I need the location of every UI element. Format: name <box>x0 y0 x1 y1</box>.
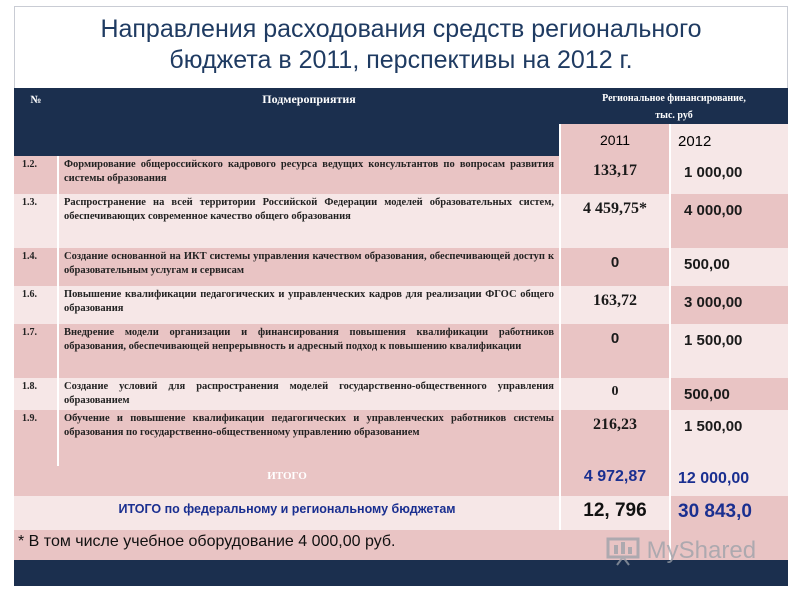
total-label <box>14 466 560 496</box>
row-1-7-2012: 1 500,00 <box>670 324 788 378</box>
footnote <box>14 530 560 560</box>
row-1-8-2011: 0 <box>560 378 670 410</box>
header-subactivities-label: Подмероприятия <box>262 92 356 106</box>
header-financing-line-1: Региональное финансирование, <box>602 93 746 104</box>
total-fed-label-text: ИТОГО по федеральному и региональному бюджетам <box>118 502 456 516</box>
total-fed-2012 <box>670 496 788 530</box>
page-title <box>14 14 788 76</box>
row-1-2-num: 1.2. <box>14 156 58 194</box>
title-line-1: Направления расходования средств регионального <box>100 15 702 43</box>
footnote-text: * В том числе учебное оборудование 4 000,00 руб. <box>18 533 396 550</box>
header-financing <box>560 88 788 124</box>
row-1-3-2011: 4 459,75* <box>560 194 670 248</box>
row-1-3-text: Распространение на всей территории Российской Федерации моделей образовательных систем, обеспечивающих современное качество общего образования <box>58 194 560 248</box>
row-1-2-2012: 1 000,00 <box>670 156 788 194</box>
row-1-7-2011: 0 <box>560 324 670 378</box>
col-sep-3 <box>669 124 671 560</box>
col-sep-2 <box>559 124 561 530</box>
total-fed-2012-value: 30 843,0 <box>678 501 752 522</box>
row-1-4-num: 1.4. <box>14 248 58 286</box>
header-num-label: № <box>30 94 42 106</box>
row-1-9-num: 1.9. <box>14 410 58 466</box>
total-2011-value: 4 972,87 <box>583 468 647 485</box>
row-1-4-text: Создание основанной на ИКТ системы управления качеством образования, обеспечивающей доступ к образовательным услугам и сервисам <box>58 248 560 286</box>
row-1-4-2011: 0 <box>560 248 670 286</box>
title-line-2: бюджета в 2011, перспективы на 2012 г. <box>169 46 633 74</box>
row-1-9-text: Обучение и повышение квалификации педагогических и управленческих работников системы образования по государственно-общественному управлению образованием <box>58 410 560 466</box>
header-year-2011 <box>560 124 670 156</box>
row-1-2-2011: 133,17 <box>560 156 670 194</box>
total-fed-2011 <box>560 496 670 530</box>
watermark-text: MyShared <box>646 537 757 564</box>
row-1-6-text: Повышение квалификации педагогических и управленческих кадров для реализации ФГОС общего образования <box>58 286 560 324</box>
header-financing-line-2: тыс. руб <box>655 110 693 121</box>
header-year-2011-label: 2011 <box>599 132 631 148</box>
row-1-3-num: 1.3. <box>14 194 58 248</box>
row-1-6-num: 1.6. <box>14 286 58 324</box>
row-1-7-num: 1.7. <box>14 324 58 378</box>
row-1-8-num: 1.8. <box>14 378 58 410</box>
presentation-icon <box>606 536 640 566</box>
row-1-2-text: Формирование общероссийского кадрового ресурса ведущих консультантов по вопросам развития системы образования <box>58 156 560 194</box>
total-2012 <box>670 466 788 496</box>
total-2011 <box>560 466 670 496</box>
row-1-6-2011: 163,72 <box>560 286 670 324</box>
row-1-8-2012: 500,00 <box>670 378 788 410</box>
watermark <box>606 536 776 570</box>
header-num <box>14 88 58 156</box>
row-1-4-2012: 500,00 <box>670 248 788 286</box>
row-1-9-2012: 1 500,00 <box>670 410 788 466</box>
total-fed-label <box>14 496 560 530</box>
header-subactivities <box>58 88 560 156</box>
row-1-3-2012: 4 000,00 <box>670 194 788 248</box>
row-1-9-2011: 216,23 <box>560 410 670 466</box>
total-fed-2011-value: 12, 796 <box>583 500 647 521</box>
row-1-7-text: Внедрение модели организации и финансирования повышения квалификации работников образования, обеспечивающей непрерывность и адресный подход к повышению квалификации <box>58 324 560 378</box>
row-1-6-2012: 3 000,00 <box>670 286 788 324</box>
row-1-8-text: Создание условий для распространения моделей государственно-общественного управления образованием <box>58 378 560 410</box>
header-year-2012 <box>670 124 788 156</box>
col-sep-1 <box>57 156 59 466</box>
total-label-text: ИТОГО <box>267 470 307 482</box>
total-2012-value: 12 000,00 <box>678 470 750 487</box>
header-year-2012-label: 2012 <box>678 133 712 150</box>
